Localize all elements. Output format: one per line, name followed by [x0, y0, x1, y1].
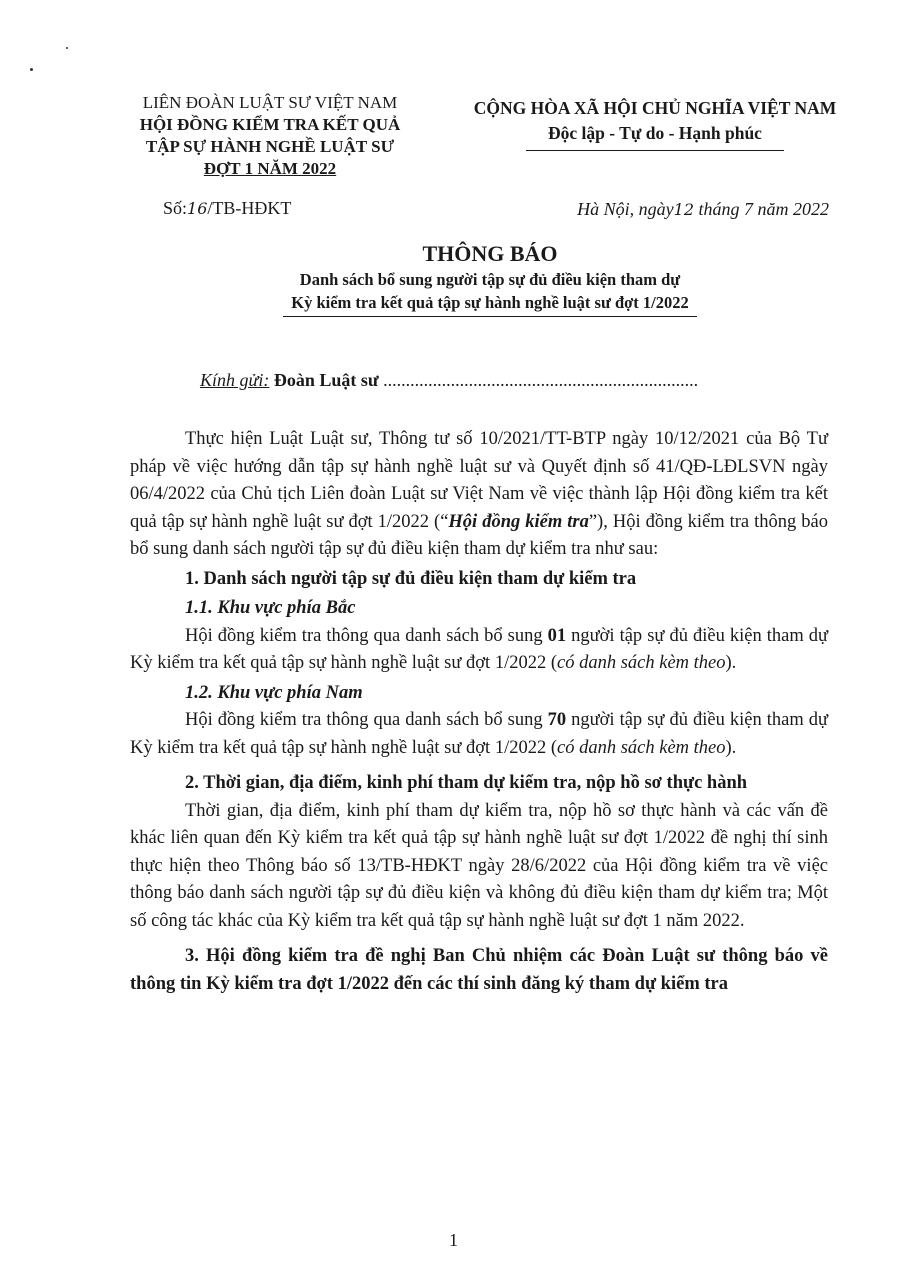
handwritten-number: 16: [187, 199, 208, 218]
recipient-line: [200, 370, 698, 391]
issuer-federation: LIÊN ĐOÀN LUẬT SƯ VIỆT NAM: [142, 93, 398, 112]
document-date: Hà Nội, ngày12 tháng 7 năm 2022: [577, 199, 829, 219]
section-1-heading: 1. Danh sách người tập sự đủ điều kiện tham dự kiểm tra: [185, 568, 637, 589]
document-subtitle-2: Kỳ kiểm tra kết quả tập sự hành nghề luật sư đợt 1/2022: [283, 291, 697, 317]
issuer-council: HỘI ĐỒNG KIỂM TRA KẾT QUẢ: [139, 115, 401, 134]
section-1-2-heading: 1.2. Khu vực phía Nam: [185, 682, 363, 703]
section-3-heading: 3. Hội đồng kiểm tra đề nghị Ban Chủ nhiệm các Đoàn Luật sư thông báo về thông tin Kỳ kiểm tra đợt 1/2022 đến các thí sinh đăng ký tham dự kiểm tra: [130, 946, 828, 994]
document-subtitle-1: Danh sách bổ sung người tập sự đủ điều kiện tham dự: [299, 270, 681, 289]
scan-speck: [30, 68, 33, 71]
document-number: Số:16/TB-HĐKT: [163, 198, 292, 218]
national-motto: Độc lập - Tự do - Hạnh phúc: [526, 121, 784, 151]
issuer-council-scope: TẬP SỰ HÀNH NGHỀ LUẬT SƯ: [145, 137, 395, 156]
document-body: [130, 426, 828, 998]
national-motto-block: [445, 96, 865, 151]
handwritten-day: 12: [673, 200, 694, 219]
section-1-1-text: Hội đồng kiểm tra thông qua danh sách bổ sung 01 người tập sự đủ điều kiện tham dự Kỳ kiểm tra kết quả tập sự hành nghề luật sư đợt 1/2022 (có danh sách kèm theo).: [130, 625, 829, 673]
section-2-text: Thời gian, địa điểm, kinh phí tham dự kiểm tra, nộp hồ sơ thực hành và các vấn đề khác liên quan đến Kỳ kiểm tra kết quả tập sự hành nghề luật sư đợt 1/2022 đề nghị thí sinh thực hiện theo Thông báo số 13/TB-HĐKT ngày 28/6/2022 của Hội đồng kiểm tra về việc thông báo danh sách người tập sự đủ điều kiện và không đủ điều kiện tham dự kiểm tra; Một số công tác khác của Kỳ kiểm tra kết quả tập sự hành nghề luật sư đợt 1 năm 2022.: [130, 800, 828, 931]
document-title-block: [160, 240, 820, 317]
page-number: 1: [449, 1230, 458, 1250]
document-title: THÔNG BÁO: [422, 241, 558, 266]
section-1-1-heading: 1.1. Khu vực phía Bắc: [185, 598, 356, 618]
recipient-label: Kính gửi:: [200, 370, 270, 390]
intro-paragraph: Thực hiện Luật Luật sư, Thông tư số 10/2021/TT-BTP ngày 10/12/2021 của Bộ Tư pháp về việc hướng dẫn tập sự hành nghề luật sư và Quyết định số 41/QĐ-LĐLSVN ngày 06/4/2022 của Chủ tịch Liên đoàn Luật sư Việt Nam về việc thành lập Hội đồng kiểm tra kết quả tập sự hành nghề luật sư đợt 1/2022 (“Hội đồng kiểm tra”), Hội đồng kiểm tra thông báo bổ sung danh sách người tập sự đủ điều kiện tham dự kiểm tra như sau:: [130, 429, 828, 559]
recipient-blank: ......................................................................: [383, 370, 699, 390]
section-1-2-text: Hội đồng kiểm tra thông qua danh sách bổ sung 70 người tập sự đủ điều kiện tham dự Kỳ kiểm tra kết quả tập sự hành nghề luật sư đợt 1/2022 (có danh sách kèm theo).: [130, 710, 829, 758]
issuer-round: ĐỢT 1 NĂM 2022: [203, 159, 337, 178]
scan-speck: [66, 47, 68, 49]
section-2-heading: 2. Thời gian, địa điểm, kinh phí tham dự kiểm tra, nộp hồ sơ thực hành: [185, 773, 748, 793]
issuer-block: [100, 92, 440, 180]
national-title: CỘNG HÒA XÃ HỘI CHỦ NGHĨA VIỆT NAM: [473, 98, 837, 118]
recipient-value: Đoàn Luật sư: [273, 370, 379, 390]
